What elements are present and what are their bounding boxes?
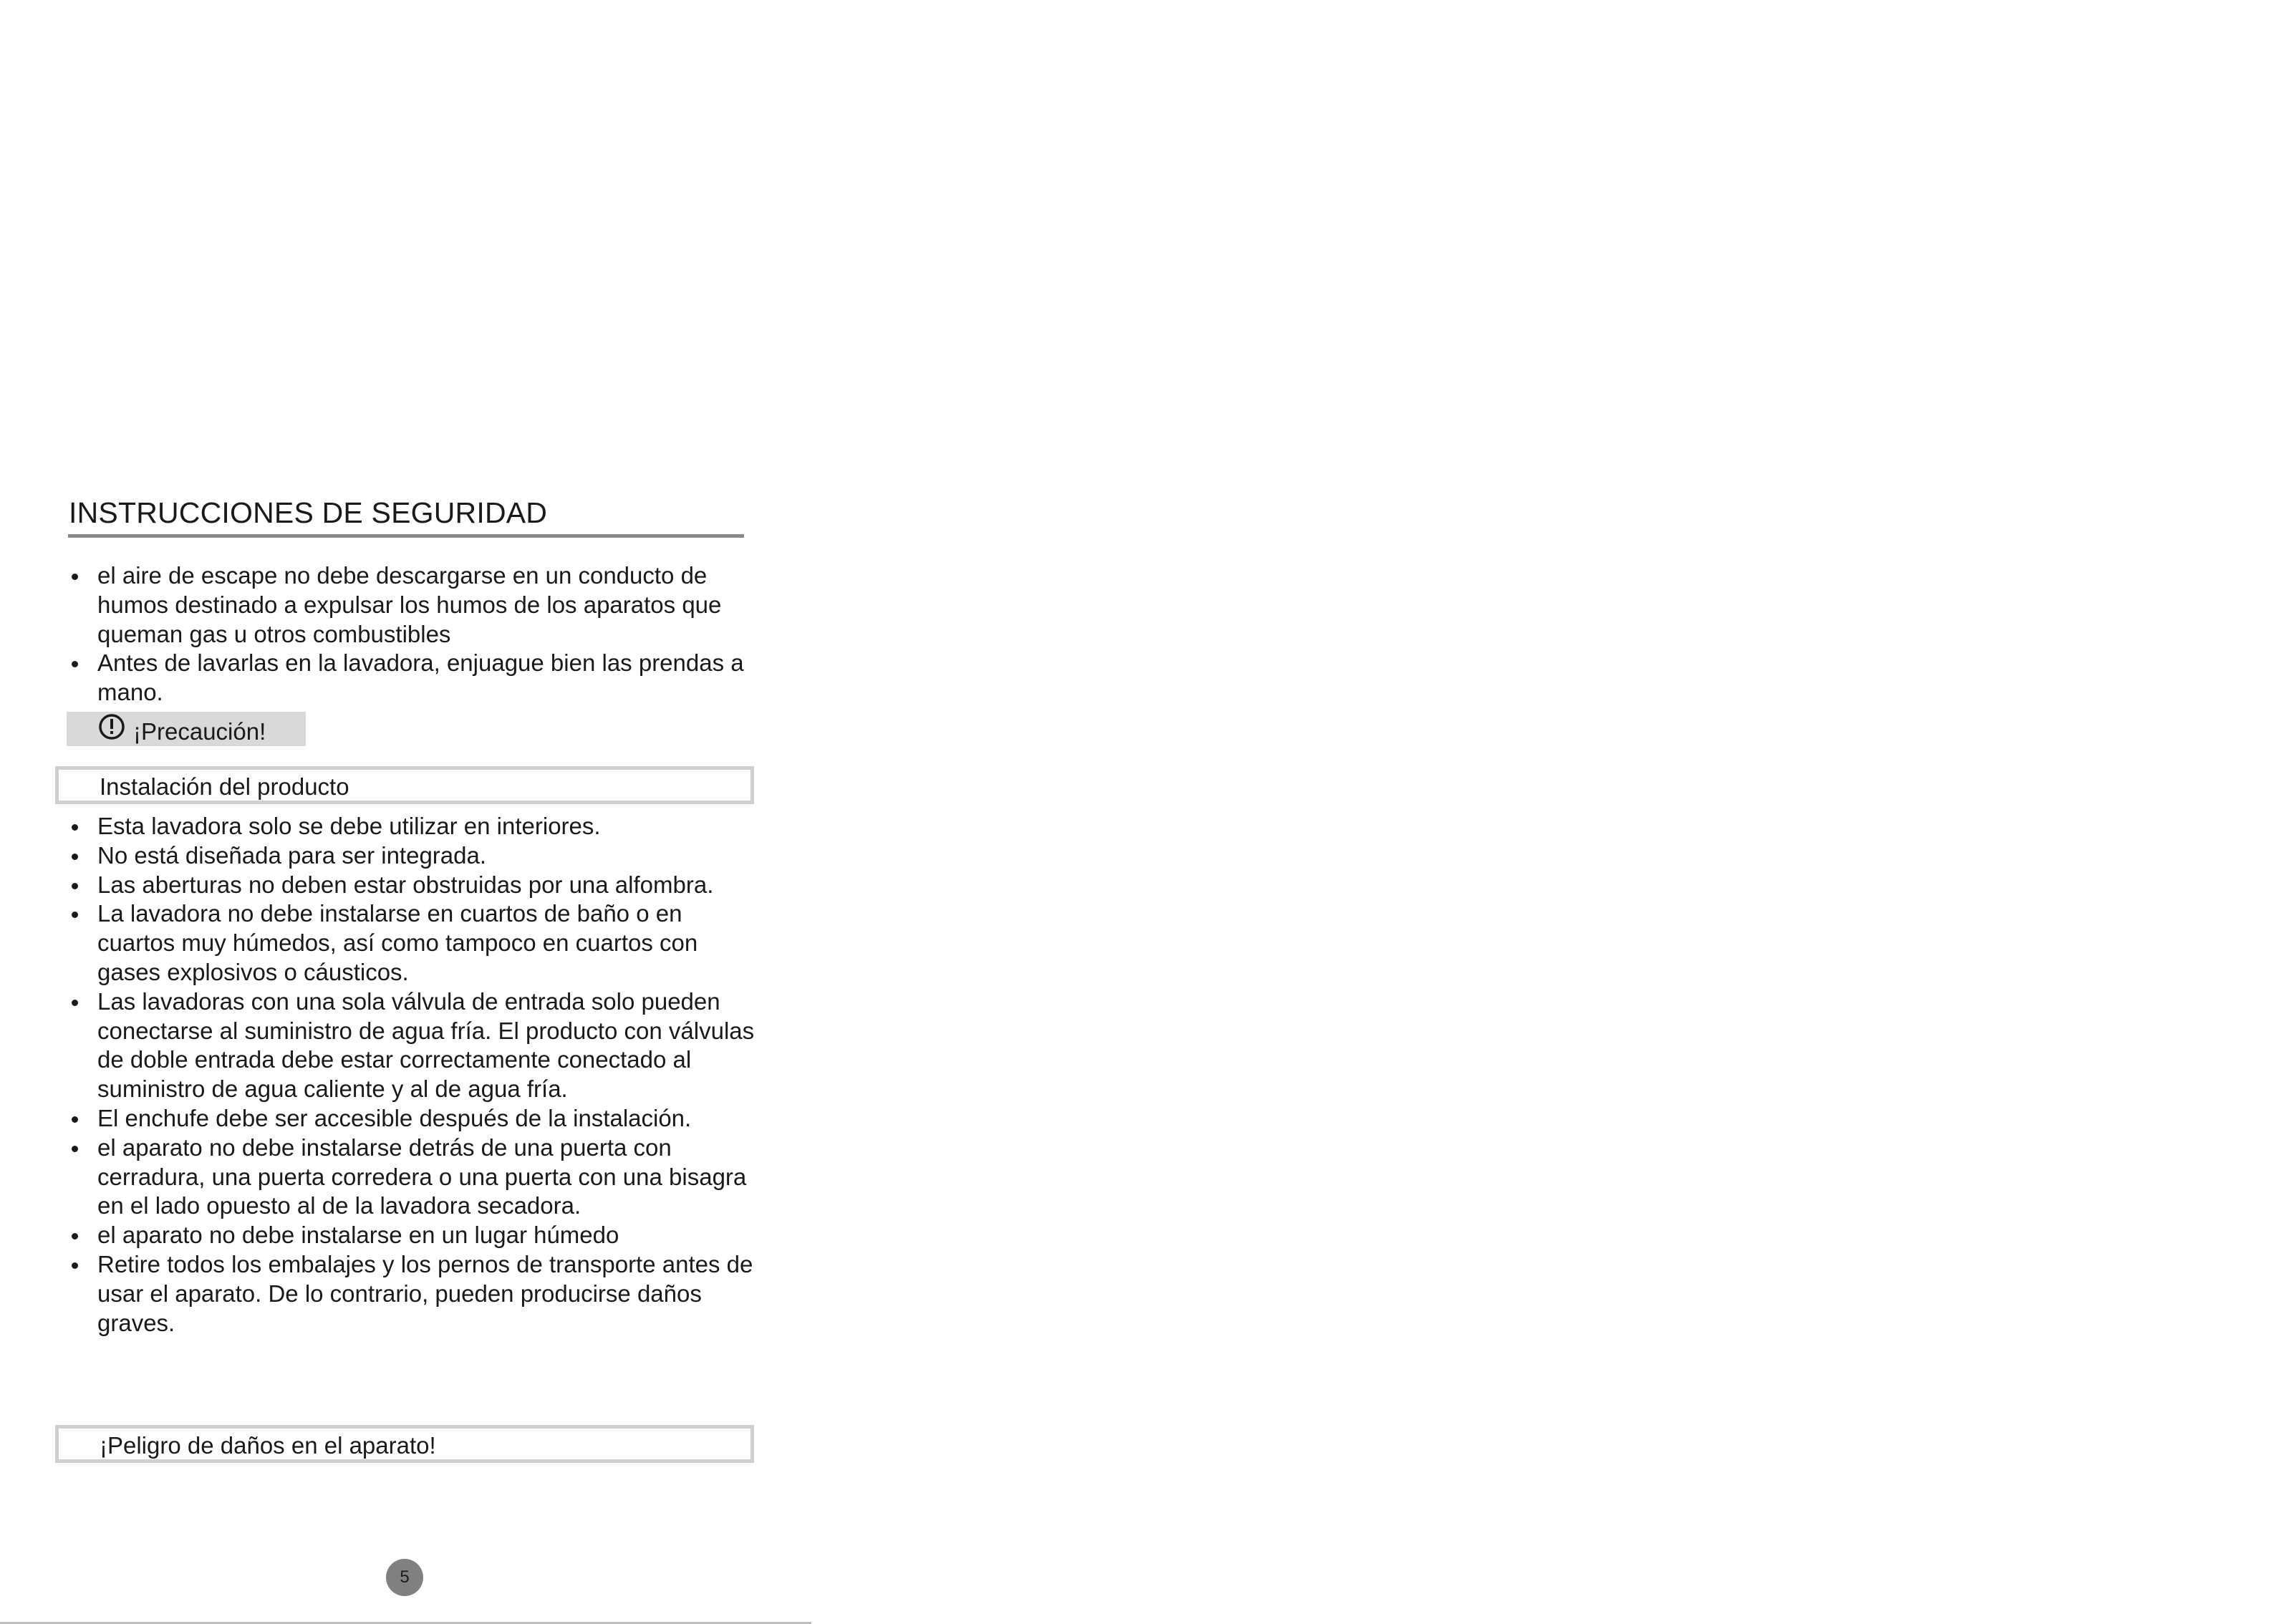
section-title: INSTRUCCIONES DE SEGURIDAD	[69, 496, 548, 529]
list-item: el aparato no debe instalarse detrás de una puerta con cerradura, una puerta corredera o una puerta con una bisagra en el lado opuesto al de la lavadora secadora.	[69, 1134, 756, 1221]
list-item: El enchufe debe ser accesible después de la instalación.	[69, 1104, 756, 1134]
danger-section-label: ¡Peligro de daños en el aparato!	[100, 1432, 436, 1459]
exclamation-circle-icon	[97, 712, 126, 741]
intro-bullet-list	[69, 561, 756, 707]
list-item: Antes de lavarlas en la lavadora, enjuague bien las prendas a mano.	[69, 649, 756, 707]
page-number-badge: 5	[386, 1559, 423, 1596]
list-item: Las lavadoras con una sola válvula de entrada solo pueden conectarse al suministro de agua fría. El producto con válvulas de doble entrada debe estar correctamente conectado al suministro de agua caliente y al de agua fría.	[69, 987, 756, 1104]
list-item: Esta lavadora solo se debe utilizar en interiores.	[69, 812, 756, 841]
list-item: el aparato no debe instalarse en un lugar húmedo	[69, 1221, 756, 1250]
list-item: La lavadora no debe instalarse en cuartos de baño o en cuartos muy húmedos, así como tampoco en cuartos con gases explosivos o cáusticos.	[69, 899, 756, 987]
list-item: Las aberturas no deben estar obstruidas por una alfombra.	[69, 871, 756, 900]
install-section-label: Instalación del producto	[100, 773, 349, 800]
caution-label: ¡Precaución!	[133, 718, 266, 745]
list-item: Retire todos los embalajes y los pernos de transporte antes de usar el aparato. De lo contrario, pueden producirse daños graves.	[69, 1250, 756, 1338]
danger-section-box	[55, 1425, 754, 1463]
install-bullet-list	[69, 812, 756, 1338]
list-item: el aire de escape no debe descargarse en un conducto de humos destinado a expulsar los humos de los aparatos que queman gas u otros combustibles	[69, 561, 756, 649]
list-item: No está diseñada para ser integrada.	[69, 841, 756, 871]
install-section-box	[55, 766, 754, 804]
title-underline	[68, 534, 744, 538]
